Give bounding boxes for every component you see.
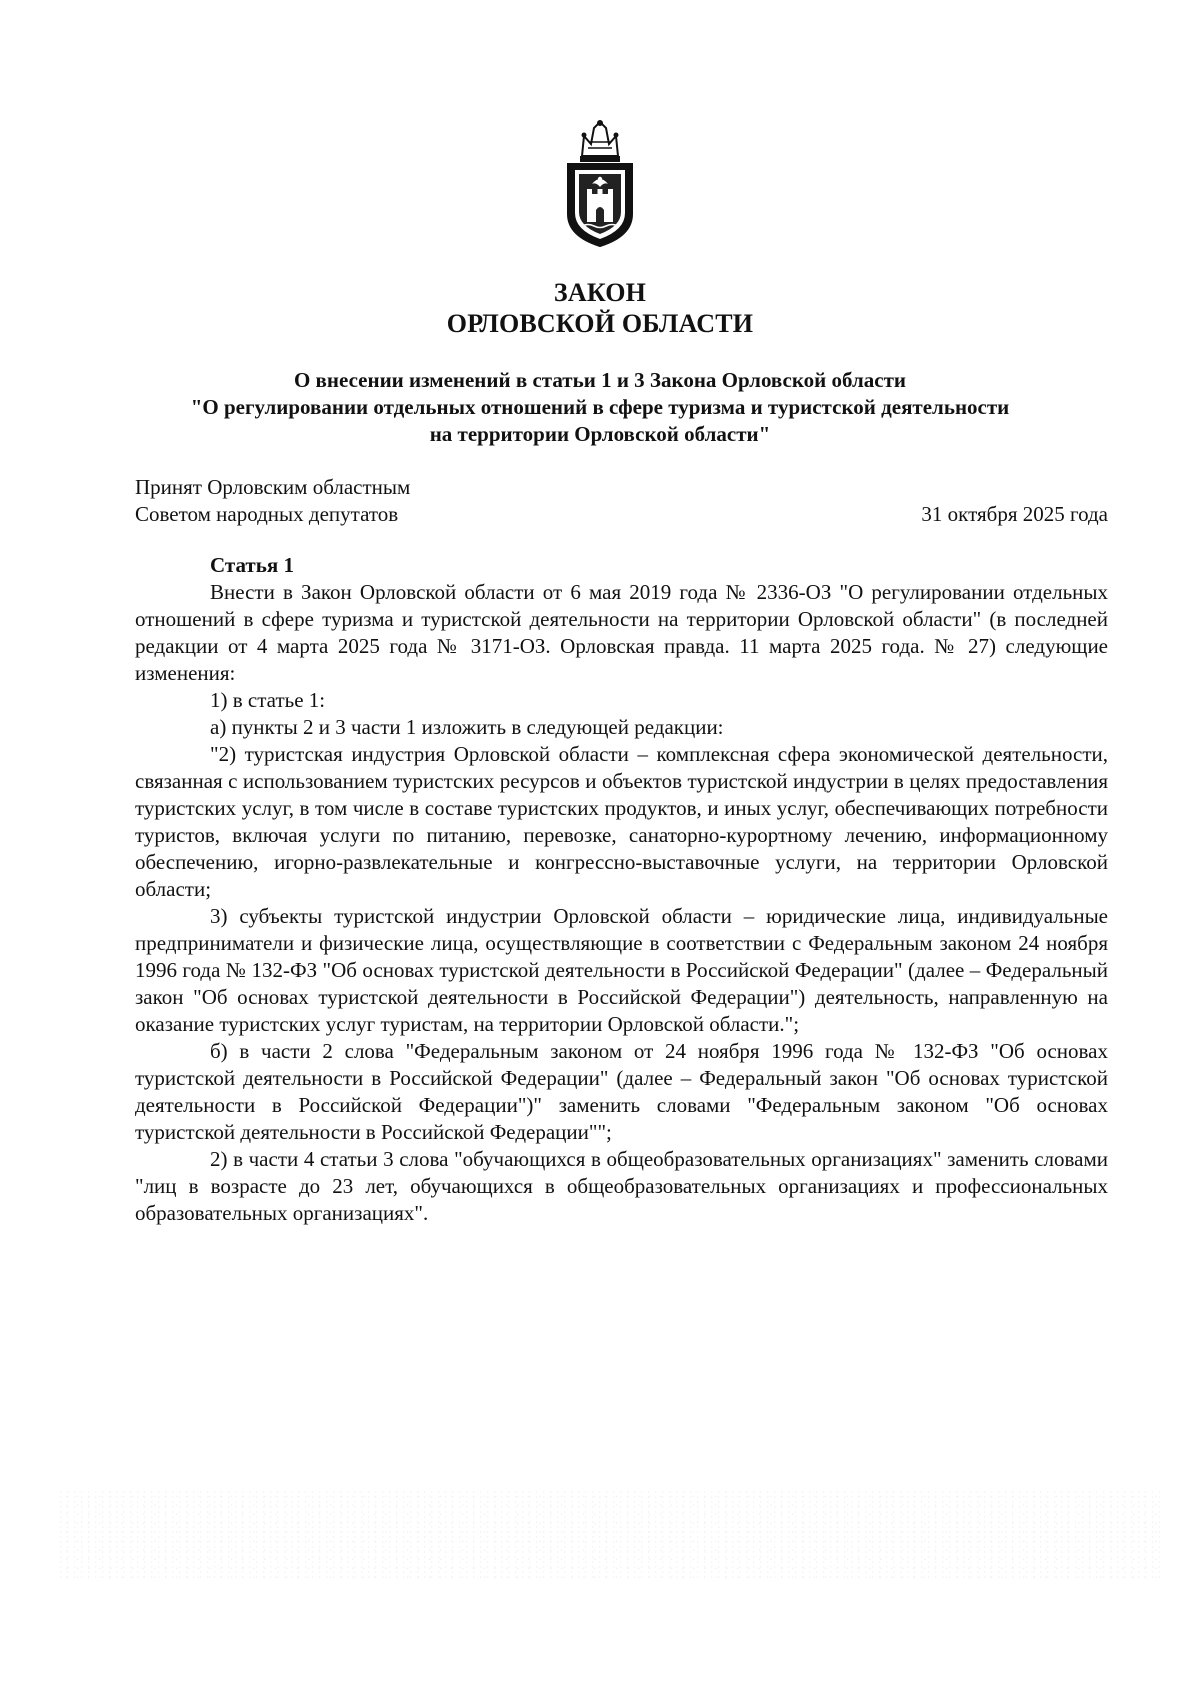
article-paragraph: "2) туристская индустрия Орловской области – комплексная сфера экономической деятельности, связанная с использованием туристских ресурсов и объектов туристской индустрии в целях предоставления туристских услуг, в том числе в составе туристских продуктов, и иных услуг, обеспечивающих потребности туристов, включая услуги по питанию, перевозке, санаторно-курортному лечению, информационному обеспечению, игорно-развлекательные и конгрессно-выставочные услуги, на территории Орловской области; <box>135 742 1108 901</box>
article-paragraph: а) пункты 2 и 3 части 1 изложить в следующей редакции: <box>210 715 724 739</box>
coat-of-arms-icon <box>560 118 640 250</box>
law-title-line-1: ЗАКОН <box>553 278 647 307</box>
article-paragraph: 2) в части 4 статьи 3 слова "обучающихся в общеобразовательных организациях" заменить словами "лиц в возрасте до 23 лет, обучающихся в общеобразовательных организациях и профессиональных образовательных организациях". <box>135 1147 1108 1225</box>
article-paragraph: 1) в статье 1: <box>210 688 326 712</box>
article-body <box>135 579 1108 1227</box>
law-subtitle <box>120 367 1080 448</box>
subtitle-line-3: на территории Орловской области" <box>429 422 771 446</box>
subtitle-line-2: "О регулировании отдельных отношений в сфере туризма и туристской деятельности <box>190 395 1010 419</box>
subtitle-line-1: О внесении изменений в статьи 1 и 3 Закона Орловской области <box>293 368 907 392</box>
adoption-date: 31 октября 2025 года <box>921 502 1108 526</box>
scan-artifact <box>60 1490 1160 1580</box>
law-title <box>0 277 1200 339</box>
adoption-line-1: Принят Орловским областным <box>135 475 411 499</box>
adoption-block <box>135 474 410 528</box>
law-title-line-2: ОРЛОВСКОЙ ОБЛАСТИ <box>446 309 754 338</box>
article-paragraph: Внести в Закон Орловской области от 6 мая 2019 года № 2336-ОЗ "О регулировании отдельных отношений в сфере туризма и туристской деятельности на территории Орловской области" (в последней редакции от 4 марта 2025 года № 3171-ОЗ. Орловская правда. 11 марта 2025 года. № 27) следующие изменения: <box>135 580 1108 685</box>
adoption-line-2: Советом народных депутатов <box>135 502 399 526</box>
article-paragraph: 3) субъекты туристской индустрии Орловской области – юридические лица, индивидуальные предприниматели и физические лица, осуществляющие в соответствии с Федеральным законом 24 ноября 1996 года № 132-ФЗ "Об основах туристской деятельности в Российской Федерации" (далее – Федеральный закон "Об основах туристской деятельности в Российской Федерации") деятельность, направленную на оказание туристских услуг туристам, на территории Орловской области."; <box>135 904 1108 1036</box>
article-heading: Статья 1 <box>210 553 294 577</box>
article-paragraph: б) в части 2 слова "Федеральным законом от 24 ноября 1996 года № 132-ФЗ "Об основах туристской деятельности в Российской Федерации" (далее – Федеральный закон "Об основах туристской деятельности в Российской Федерации")" заменить словами "Федеральным законом "Об основах туристской деятельности в Российской Федерации""; <box>135 1039 1108 1144</box>
